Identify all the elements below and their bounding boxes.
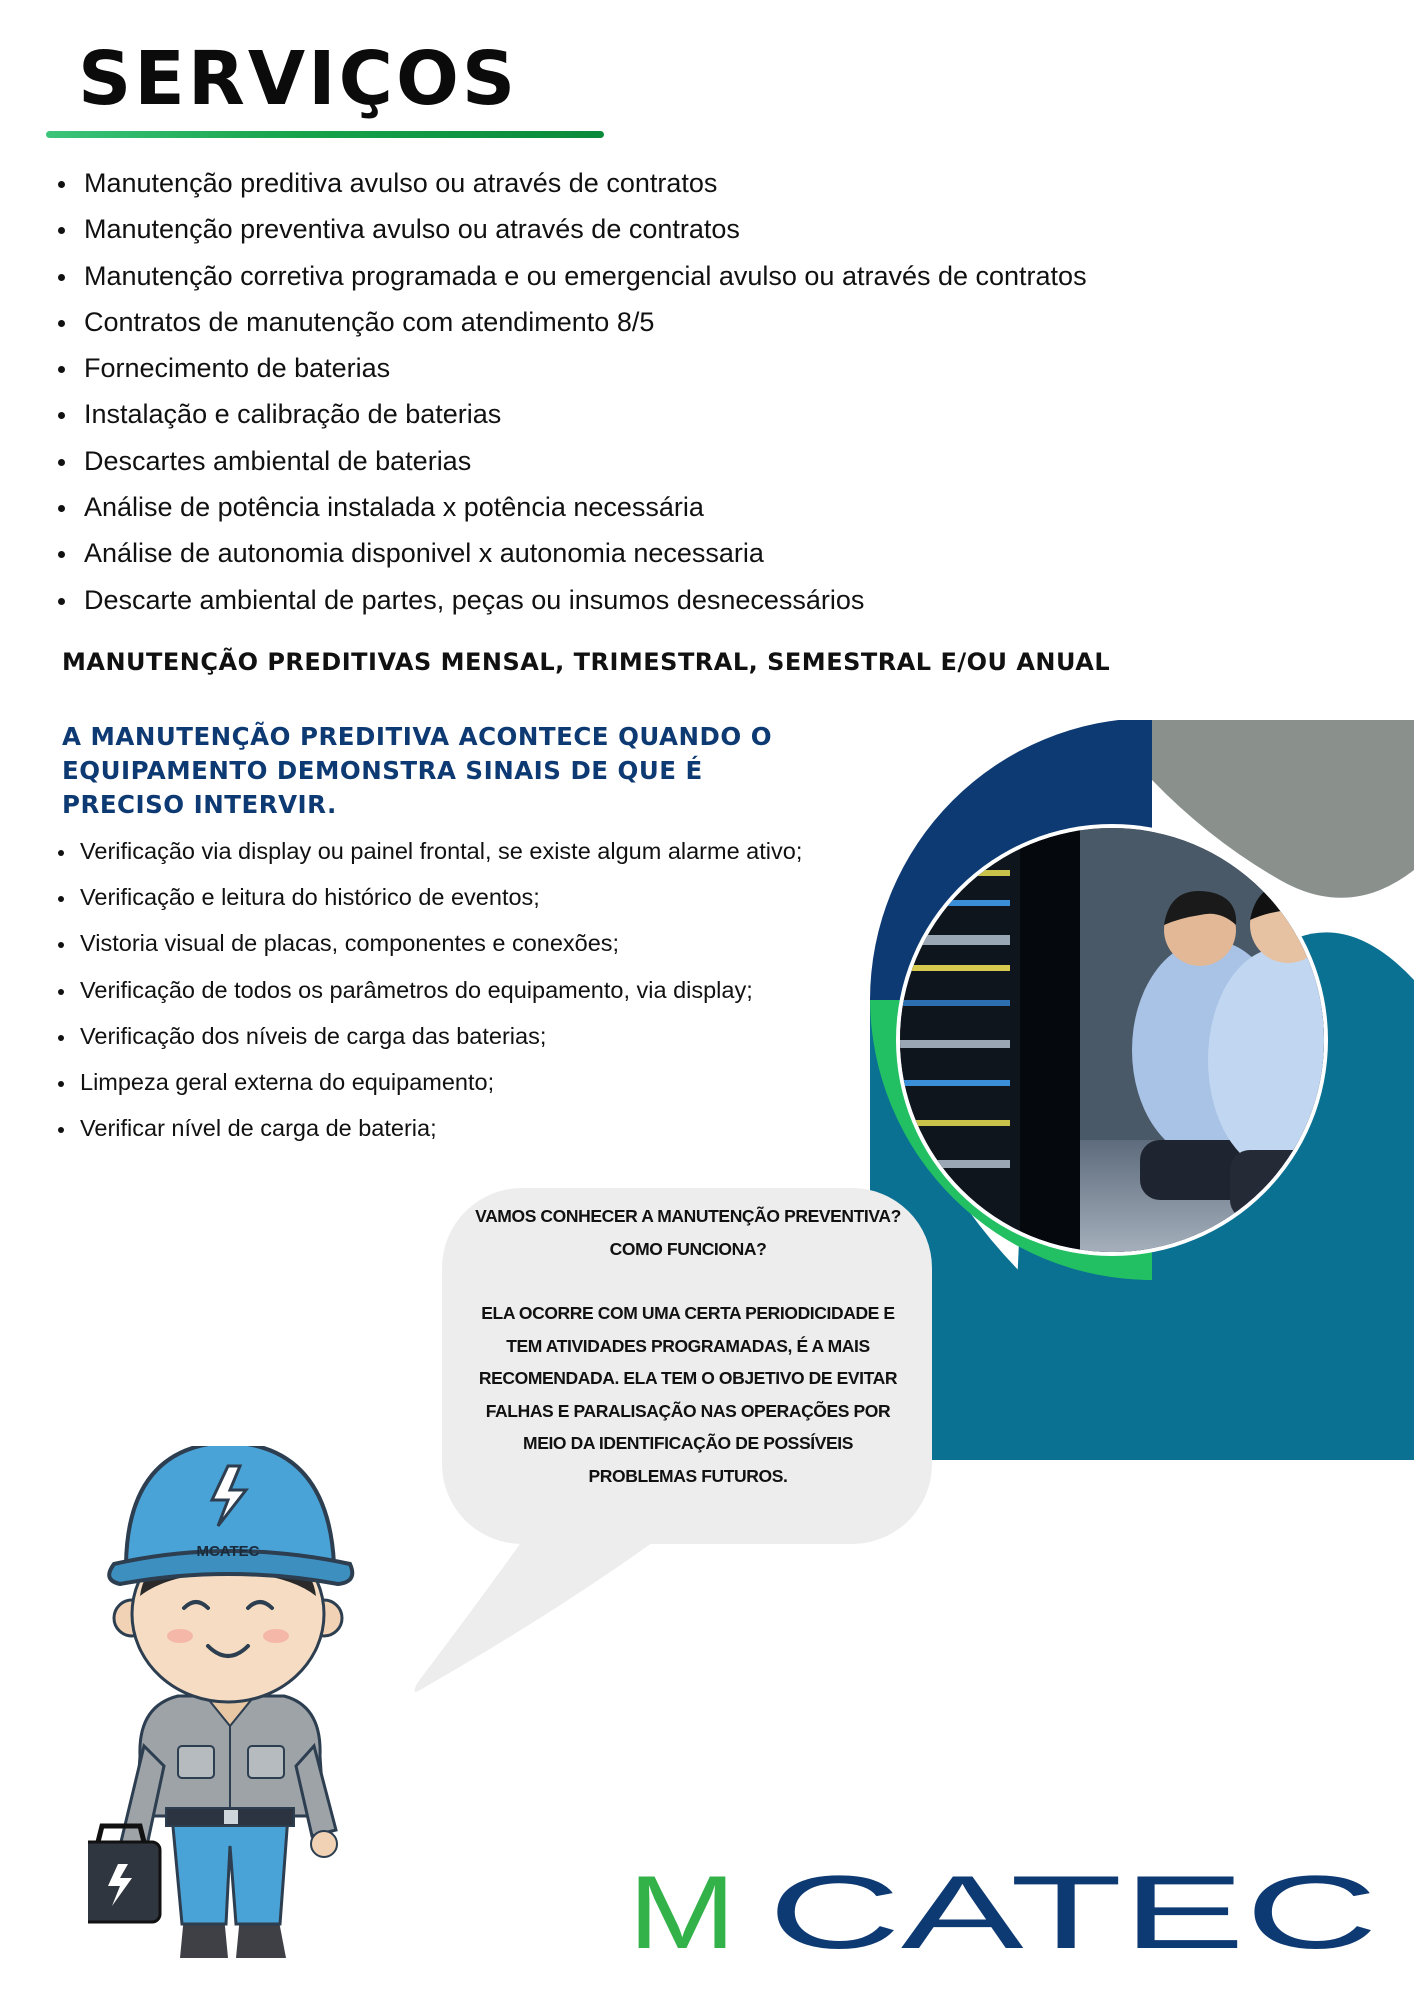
- services-list: [56, 160, 1087, 623]
- list-item: Manutenção corretiva programada e ou emergencial avulso ou através de contratos: [56, 253, 1087, 299]
- speech-bubble-tail: [410, 1530, 680, 1700]
- list-item: Análise de autonomia disponivel x autonomia necessaria: [56, 530, 1087, 576]
- title-underline: [46, 131, 604, 138]
- list-item: Verificação e leitura do histórico de eventos;: [56, 874, 802, 920]
- list-item: Verificação dos níveis de carga das baterias;: [56, 1013, 802, 1059]
- page-title: SERVIÇOS: [78, 36, 519, 122]
- list-item: Instalação e calibração de baterias: [56, 391, 1087, 437]
- bubble-question: VAMOS CONHECER A MANUTENÇÃO PREVENTIVA? COMO FUNCIONA?: [475, 1206, 901, 1259]
- list-item: Descarte ambiental de partes, peças ou insumos desnecessários: [56, 577, 1087, 623]
- logo-letters-catec: CATEC: [768, 1868, 1378, 1954]
- mascot-cap-logo: MCATEC: [196, 1543, 260, 1560]
- decorative-graphic: [870, 720, 1414, 1460]
- list-item: Verificar nível de carga de bateria;: [56, 1105, 802, 1151]
- list-item: Contratos de manutenção com atendimento 8/5: [56, 299, 1087, 345]
- predictive-checklist: [56, 828, 802, 1151]
- list-item: Análise de potência instalada x potência necessária: [56, 484, 1087, 530]
- frequency-heading: MANUTENÇÃO PREDITIVAS MENSAL, TRIMESTRAL, SEMESTRAL E/OU ANUAL: [62, 648, 1111, 676]
- logo-letter-m: M: [628, 1868, 736, 1954]
- predictive-intro-heading: A MANUTENÇÃO PREDITIVA ACONTECE QUANDO O EQUIPAMENTO DEMONSTRA SINAIS DE QUE É PRECISO INTERVIR.: [62, 722, 773, 819]
- technician-mascot: [88, 1446, 368, 1966]
- list-item: Fornecimento de baterias: [56, 345, 1087, 391]
- list-item: Descartes ambiental de baterias: [56, 438, 1087, 484]
- list-item: Vistoria visual de placas, componentes e conexões;: [56, 920, 802, 966]
- bubble-answer: ELA OCORRE COM UMA CERTA PERIODICIDADE E TEM ATIVIDADES PROGRAMADAS, É A MAIS RECOMENDADA. ELA TEM O OBJETIVO DE EVITAR FALHAS E PARALISAÇÃO NAS OPERAÇÕES POR MEIO DA IDENTIFICAÇÃO DE POSSÍVEIS PROBLEMAS FUTUROS.: [478, 1303, 898, 1486]
- mcatec-logo: [628, 1868, 1380, 1954]
- list-item: Limpeza geral externa do equipamento;: [56, 1059, 802, 1105]
- speech-bubble-text: [470, 1200, 906, 1492]
- list-item: Verificação de todos os parâmetros do equipamento, via display;: [56, 967, 802, 1013]
- list-item: Manutenção preditiva avulso ou através de contratos: [56, 160, 1087, 206]
- list-item: Verificação via display ou painel frontal, se existe algum alarme ativo;: [56, 828, 802, 874]
- list-item: Manutenção preventiva avulso ou através de contratos: [56, 206, 1087, 252]
